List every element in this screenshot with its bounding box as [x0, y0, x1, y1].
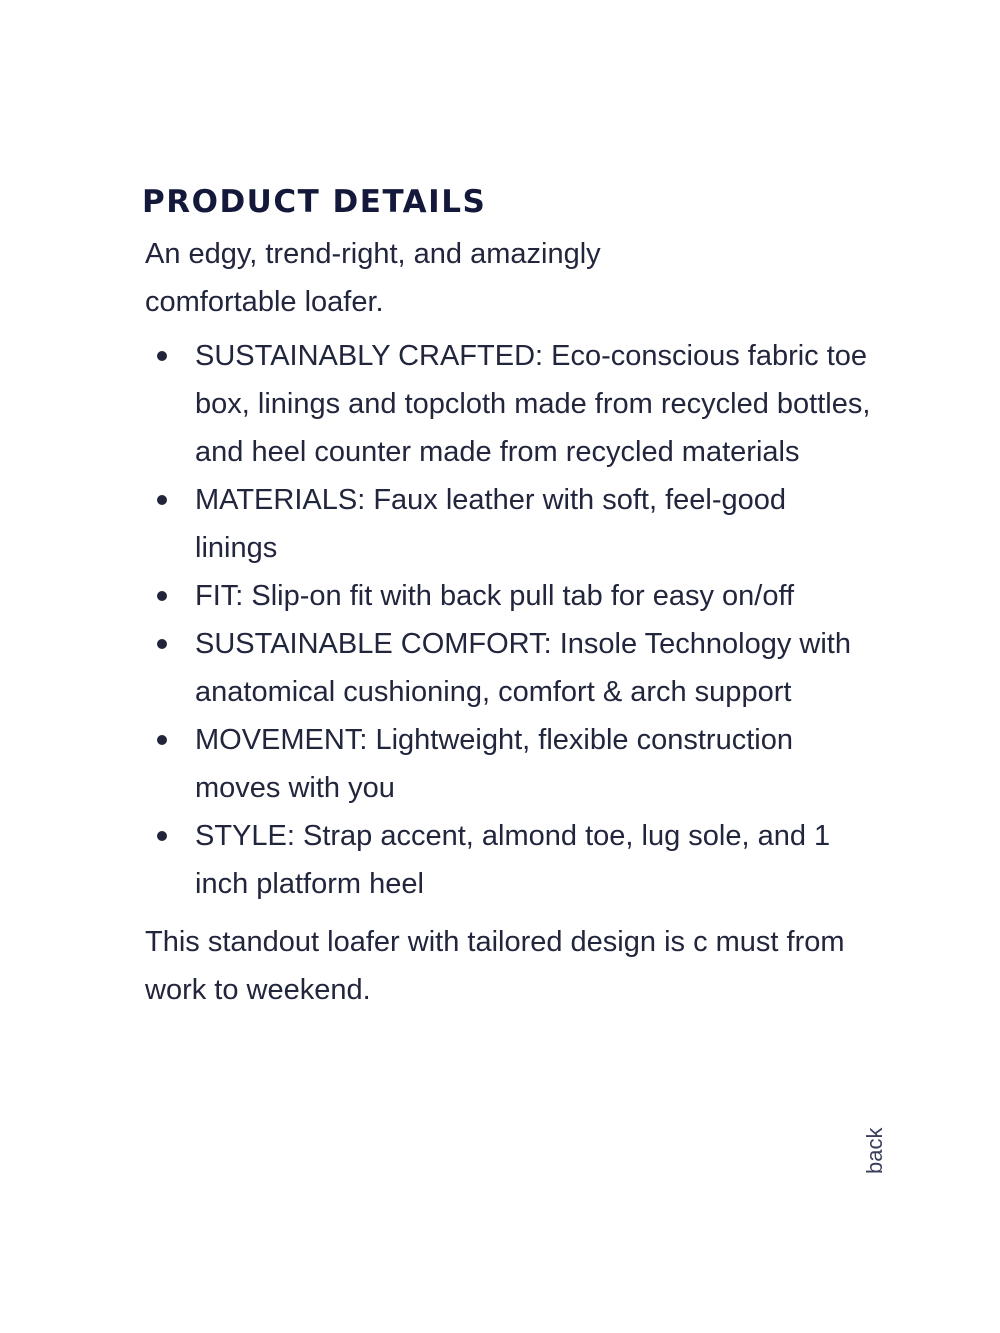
feedback-tab-label: back	[862, 1127, 887, 1174]
list-item	[195, 332, 875, 476]
product-outro: This standout loafer with tailored design is c must from work to weekend.	[145, 926, 845, 1006]
list-item	[195, 620, 875, 716]
list-item-text: FIT: Slip-on fit with back pull tab for easy on/off	[195, 580, 795, 612]
list-item-text: MOVEMENT: Lightweight, flexible construction moves with you	[195, 724, 793, 804]
bullet-icon	[157, 639, 167, 649]
list-item	[195, 572, 875, 620]
bullet-icon	[157, 831, 167, 841]
list-item-text: SUSTAINABLY CRAFTED: Eco-conscious fabric toe box, linings and topcloth made from recycled bottles, and heel counter made from recycled materials	[195, 340, 871, 468]
list-item-text: SUSTAINABLE COMFORT: Insole Technology with anatomical cushioning, comfort & arch support	[195, 628, 851, 708]
bullet-icon	[157, 735, 167, 745]
product-details-list	[145, 332, 875, 908]
product-outro-container	[145, 918, 845, 1014]
section-title: PRODUCT DETAILS	[142, 184, 487, 220]
bullet-icon	[157, 495, 167, 505]
bullet-icon	[157, 591, 167, 601]
product-intro: An edgy, trend-right, and amazingly comfortable loafer.	[145, 238, 601, 318]
list-item-text: MATERIALS: Faux leather with soft, feel-good linings	[195, 484, 787, 564]
list-item-text: STYLE: Strap accent, almond toe, lug sole, and 1 inch platform heel	[195, 820, 831, 900]
list-item	[195, 476, 875, 572]
bullet-icon	[157, 351, 167, 361]
list-item	[195, 812, 875, 908]
product-details-section	[142, 180, 875, 1014]
feedback-tab[interactable]	[838, 1100, 887, 1180]
list-item	[195, 716, 875, 812]
